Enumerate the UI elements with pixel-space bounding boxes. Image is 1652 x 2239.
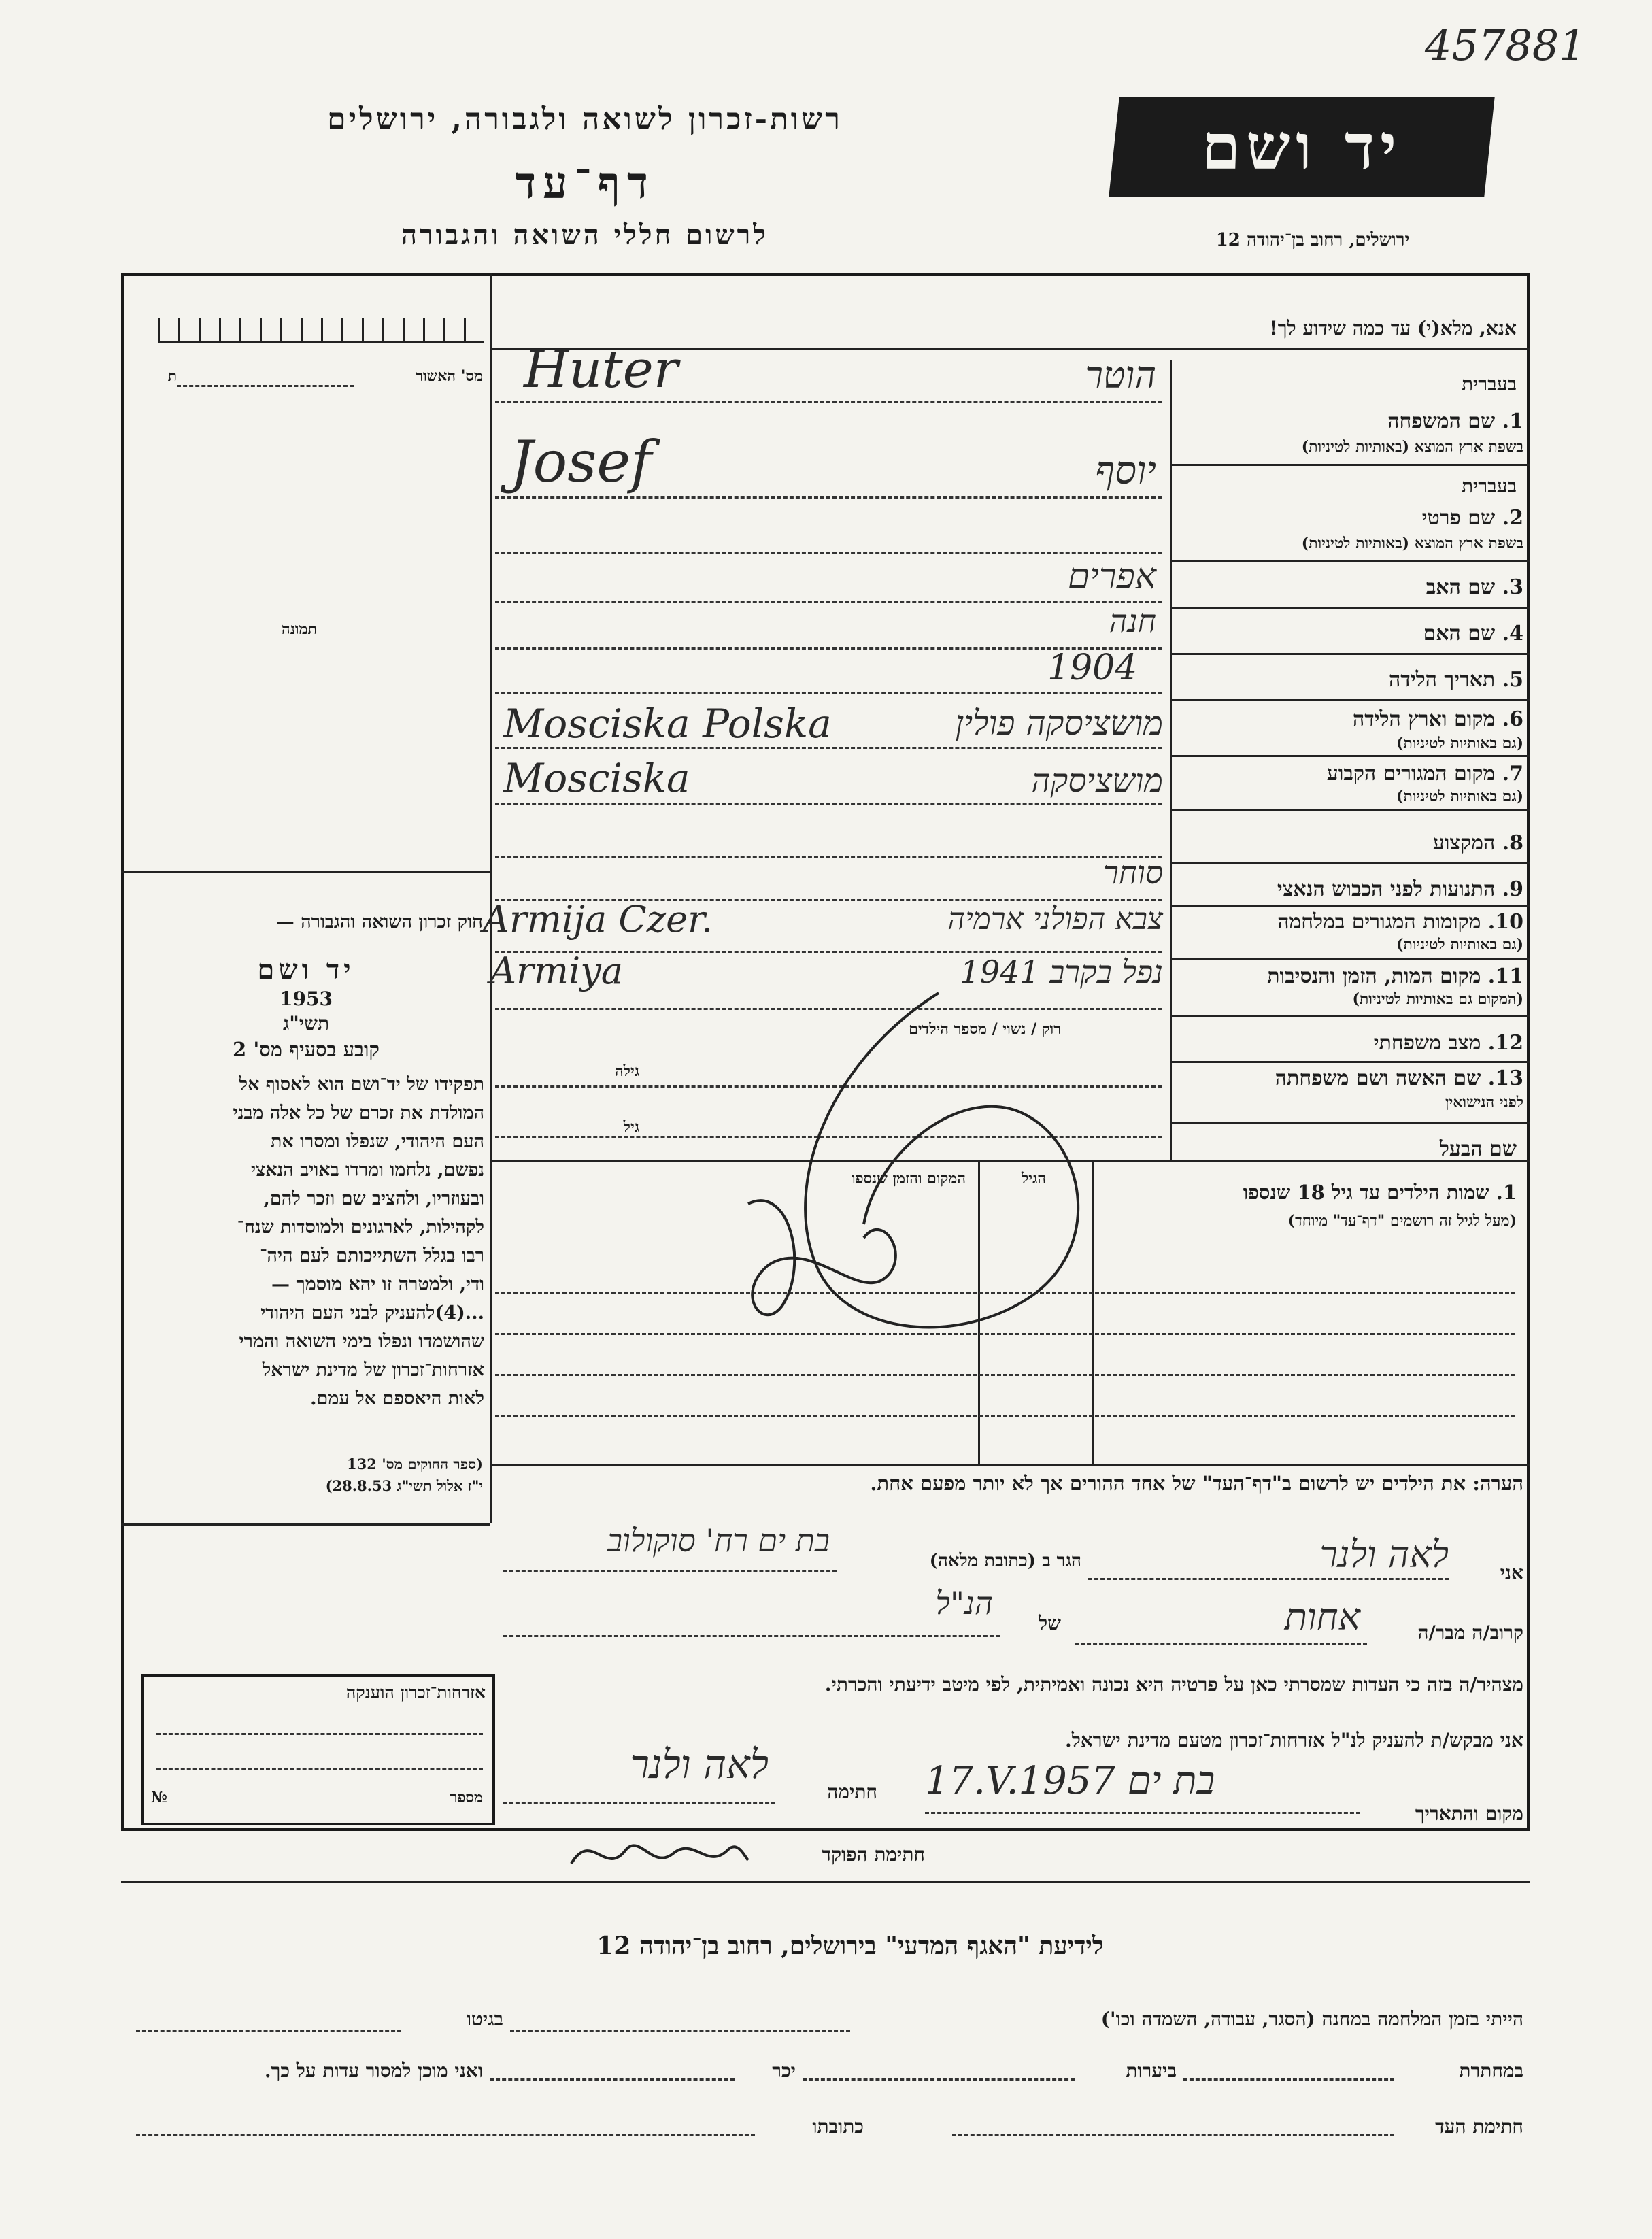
yad-vashem-logo [1109, 97, 1495, 197]
field-label-death: 11. מקום המות, הזמן והנסיבות [1267, 964, 1523, 988]
row-rule [1170, 1015, 1530, 1017]
children-place-header: המקום והזמן שנספו [851, 1170, 966, 1188]
field-sub-death: (המקום גם באותיות לטיניות) [1352, 990, 1523, 1008]
ani-label: אני [1500, 1562, 1523, 1584]
ready-text: ואני מוכן למסור עדות על כך. [264, 2059, 483, 2082]
value-prewar: סוחר [1103, 854, 1163, 891]
value-death-hebrew: נפל בקרב 1941 [960, 954, 1163, 990]
place-date-label: מקום והתאריך [1415, 1802, 1523, 1825]
children-sub: (מעל לגיל זה רושמים "דף־עד" מיוחד) [1287, 1212, 1517, 1230]
row-rule [1170, 699, 1530, 701]
photo-label: תמונה [282, 620, 317, 638]
underground-label: במחתרת [1459, 2059, 1523, 2082]
value-line [495, 747, 1162, 749]
citizenship-number-mark: № [151, 1789, 167, 1806]
relation-label: קרוב/ה מבר/ה [1417, 1621, 1523, 1644]
wife-age-label: גילה [615, 1062, 639, 1080]
row-rule [1170, 1061, 1530, 1063]
camp-line [510, 2030, 850, 2032]
value-line [495, 552, 1162, 554]
citizenship-title: אזרחות־זכרון הוענקה [345, 1683, 486, 1702]
field-sub-birthplace: (גם באותיות לטיניות) [1396, 735, 1523, 752]
law-section: קובע בסעיף מס' 2 [233, 1038, 380, 1061]
underground-line [1183, 2078, 1394, 2081]
row-rule [1170, 809, 1530, 811]
row-rule [1170, 560, 1530, 562]
authority-title: רשות-זכרון לשואה ולגבורה, ירושלים [327, 102, 843, 137]
signature-value: לאה ולנר [630, 1741, 769, 1787]
value-birthplace-hebrew: מושציסקה פולין [955, 703, 1163, 743]
citizenship-line [156, 1768, 483, 1770]
law-line: לקהילות, לארגונים ולמוסדות שנח־ [237, 1217, 484, 1238]
signature-label: חתימה [827, 1781, 877, 1803]
field-label-birthdate: 5. תאריך הלידה [1389, 668, 1523, 692]
officer-flourish [707, 979, 1170, 1360]
note-top-rule [490, 1464, 1530, 1466]
officer-label: חתימת הפוקד [822, 1843, 925, 1866]
children-label: 1. שמות הילדים עד גיל 18 שנספו [1243, 1181, 1517, 1204]
approval-boxes [158, 318, 484, 343]
law-line: העם היהודי, שנפלו ומסרו את [270, 1131, 484, 1152]
field-label-wartime: 10. מקומות המגורים במלחמה [1277, 910, 1523, 934]
bottom-heading: לידיעת "האגף המדעי" בירושלים, רחוב בן־יהודה 12 [596, 1932, 1104, 1960]
value-residence-hebrew: מושציסקה [1031, 762, 1163, 800]
law-line: תפקידו של יד־ושם הוא לאסוף אל [239, 1074, 484, 1095]
children-note: הערה: את הילדים יש לרשום ב"דף־העד" של אחד ההורים אך לא יותר מפעם אחת. [870, 1472, 1523, 1495]
row-rule [1170, 905, 1530, 907]
field-sub-residence: (גם באותיות לטיניות) [1396, 788, 1523, 805]
law-ref-1: (ספר החוקים מס' 132 [347, 1455, 483, 1472]
law-year-heb: תשי"ג [282, 1012, 330, 1034]
value-line [495, 496, 1162, 499]
field-sub-wartime: (גם באותיות לטיניות) [1396, 936, 1523, 954]
law-text [122, 1071, 484, 1413]
other-line [490, 2078, 735, 2081]
witness-address-line [136, 2134, 755, 2136]
name-line [1088, 1578, 1449, 1580]
field-label-profession: 8. המקצוע [1432, 831, 1523, 855]
value-birthplace-latin: Mosciska Polska [503, 701, 832, 747]
row-rule [1170, 862, 1530, 864]
of-line [503, 1635, 1000, 1637]
law-line: המולדת את זכרם של כל אלה מבני [233, 1102, 484, 1124]
address-line [503, 1570, 837, 1572]
place-date-value: 17.V.1957 בת ים [925, 1759, 1215, 1803]
law-line: אזרחות־זכרון של מדינת ישראל [262, 1360, 484, 1381]
law-line: שהושמדו ונפלו בימי השואה והמרי [239, 1331, 484, 1352]
hebrew-hint-1: בעברית [1461, 373, 1517, 395]
law-line: ובעוזריו, ולהציב שם וזכר להם, [263, 1188, 484, 1209]
label-column-divider [1170, 360, 1172, 1160]
husband-age-label: גיל [623, 1118, 639, 1136]
children-line [495, 1374, 1515, 1376]
field-label-marital: 12. מצב משפחתי [1373, 1031, 1523, 1055]
law-year: 1953 [280, 988, 333, 1010]
hebrew-hint-2: בעברית [1461, 475, 1517, 497]
ghetto-line [136, 2030, 401, 2032]
value-line [495, 803, 1162, 805]
field-label-residence: 7. מקום המגורים הקבוע [1326, 762, 1523, 786]
citizenship-number-label: מספר [450, 1789, 483, 1806]
declarant-name: לאה ולנר [1319, 1533, 1449, 1576]
field-label-first-name: 2. שם פרטי [1421, 506, 1523, 530]
of-label: של [1039, 1612, 1061, 1634]
other-label: יכר [772, 2059, 796, 2082]
value-family-latin: Huter [524, 339, 679, 399]
field-label-father: 3. שם האב [1426, 575, 1523, 599]
value-birthdate: 1904 [1047, 647, 1138, 688]
row-rule [1170, 958, 1530, 960]
value-father: אפרים [1067, 556, 1156, 597]
law-box-top [121, 871, 490, 873]
logo-text: יד ושם [1201, 110, 1402, 184]
approval-line [177, 385, 354, 387]
row-rule [1170, 653, 1530, 655]
witness-signature-line [952, 2134, 1394, 2136]
declarant-address: בת ים רח' סוקולוב [607, 1522, 830, 1559]
value-wartime-hebrew: צבא הפולני ארמיה [947, 902, 1163, 937]
place-date-line [925, 1812, 1360, 1814]
resides-label: הגר ב (כתובת מלאה) [929, 1551, 1081, 1571]
marital-options: רוק / נשוי / מספר הילדים [909, 1020, 1061, 1038]
value-family-hebrew: הוטר [1085, 354, 1156, 397]
value-first-hebrew: יוסף [1095, 449, 1156, 493]
signature-line [503, 1802, 775, 1804]
forests-label: ביערות [1126, 2059, 1177, 2082]
value-mother: חנה [1109, 603, 1156, 639]
value-line [495, 692, 1162, 694]
form-title: דף־עד [515, 158, 655, 209]
husband-label: שם הבעל [1439, 1137, 1517, 1161]
law-ref-2: י"ז אלול תשי"ג 28.8.53) [325, 1477, 483, 1494]
field-label-wife: 13. שם האשה ושם משפחתה [1275, 1066, 1523, 1090]
row-rule [1170, 1122, 1530, 1124]
law-title: חוק זכרון השואה והגבורה — [275, 911, 483, 932]
relation-value: אחות [1284, 1596, 1360, 1638]
children-line [495, 1415, 1515, 1417]
approval-mark: ת [167, 367, 177, 385]
value-first-latin: Josef [510, 428, 652, 495]
approval-label: מס' האשור [416, 367, 483, 385]
law-line: רבו בגלל השתייכותם לעם היה־ [260, 1245, 484, 1266]
ghetto-label: בגיטו [466, 2008, 503, 2030]
row-rule [1170, 755, 1530, 757]
row-rule [1170, 607, 1530, 609]
value-death-latin: Armiya [490, 949, 623, 992]
citizenship-line [156, 1733, 483, 1735]
form-subtitle: לרשום חללי השואה והגבורה [401, 219, 769, 251]
request-text: אני מבקש/ת להעניק לנ"ל אזרחות־זכרון מטעם מדינת ישראל. [1064, 1729, 1523, 1751]
value-residence-latin: Mosciska [503, 755, 690, 801]
witness-address-label: כתובתו [812, 2115, 864, 2138]
value-wartime-latin: Armija Czer. [483, 898, 713, 941]
law-line: נפשם, נלחמו ומרדו באויב הנאצי [250, 1160, 484, 1181]
camp-line-label: הייתי בזמן המלחמה במחנה (הסגר, עבודה, השמדה וכו') [1100, 2008, 1523, 2030]
row-rule [1170, 464, 1530, 466]
field-sub-wife: לפני הנישואין [1445, 1094, 1523, 1111]
law-line: לאות היאספם אל עמם. [310, 1388, 484, 1409]
witness-signature-label: חתימת העד [1435, 2115, 1523, 2138]
declaration-text: מצהיר/ה בזה כי העדות שמסרתי כאן על פרטיה היא נכונה ואמיתית, לפי מיטב ידיעתי והכרתי. [824, 1673, 1523, 1696]
forests-line [803, 2078, 1075, 2081]
law-line: ...(4)להעניק לבני העם היהודי [260, 1302, 484, 1324]
of-value: הנ"ל [935, 1585, 993, 1621]
law-box-bottom [121, 1523, 490, 1526]
field-sub-family-name: בשפת ארץ המוצא (באותיות לטיניות) [1301, 438, 1523, 456]
archive-number: 457881 [1425, 20, 1586, 70]
field-sub-first-name: בשפת ארץ המוצא (באותיות לטיניות) [1301, 535, 1523, 552]
field-label-mother: 4. שם האם [1423, 622, 1523, 645]
field-label-family-name: 1. שם המשפחה [1387, 409, 1523, 433]
field-label-prewar: 9. התנועות לפני הכבוש הנאצי [1277, 877, 1523, 901]
bottom-section-rule [121, 1881, 1530, 1883]
form-intro: אנא, מלא(י) עד כמה שידוע לך! [1269, 317, 1517, 339]
value-line [495, 401, 1162, 403]
law-name: יד ושם [257, 954, 355, 986]
officer-signature [564, 1823, 755, 1884]
field-label-birthplace: 6. מקום וארץ הלידה [1352, 707, 1523, 731]
header-address: ירושלים, רחוב בן־יהודה 12 [1215, 230, 1410, 250]
relation-line [1075, 1643, 1367, 1645]
children-age-header: הגיל [1022, 1170, 1046, 1188]
law-line: ודי, ולמטרה זו יהא מוסמך — [271, 1274, 484, 1295]
